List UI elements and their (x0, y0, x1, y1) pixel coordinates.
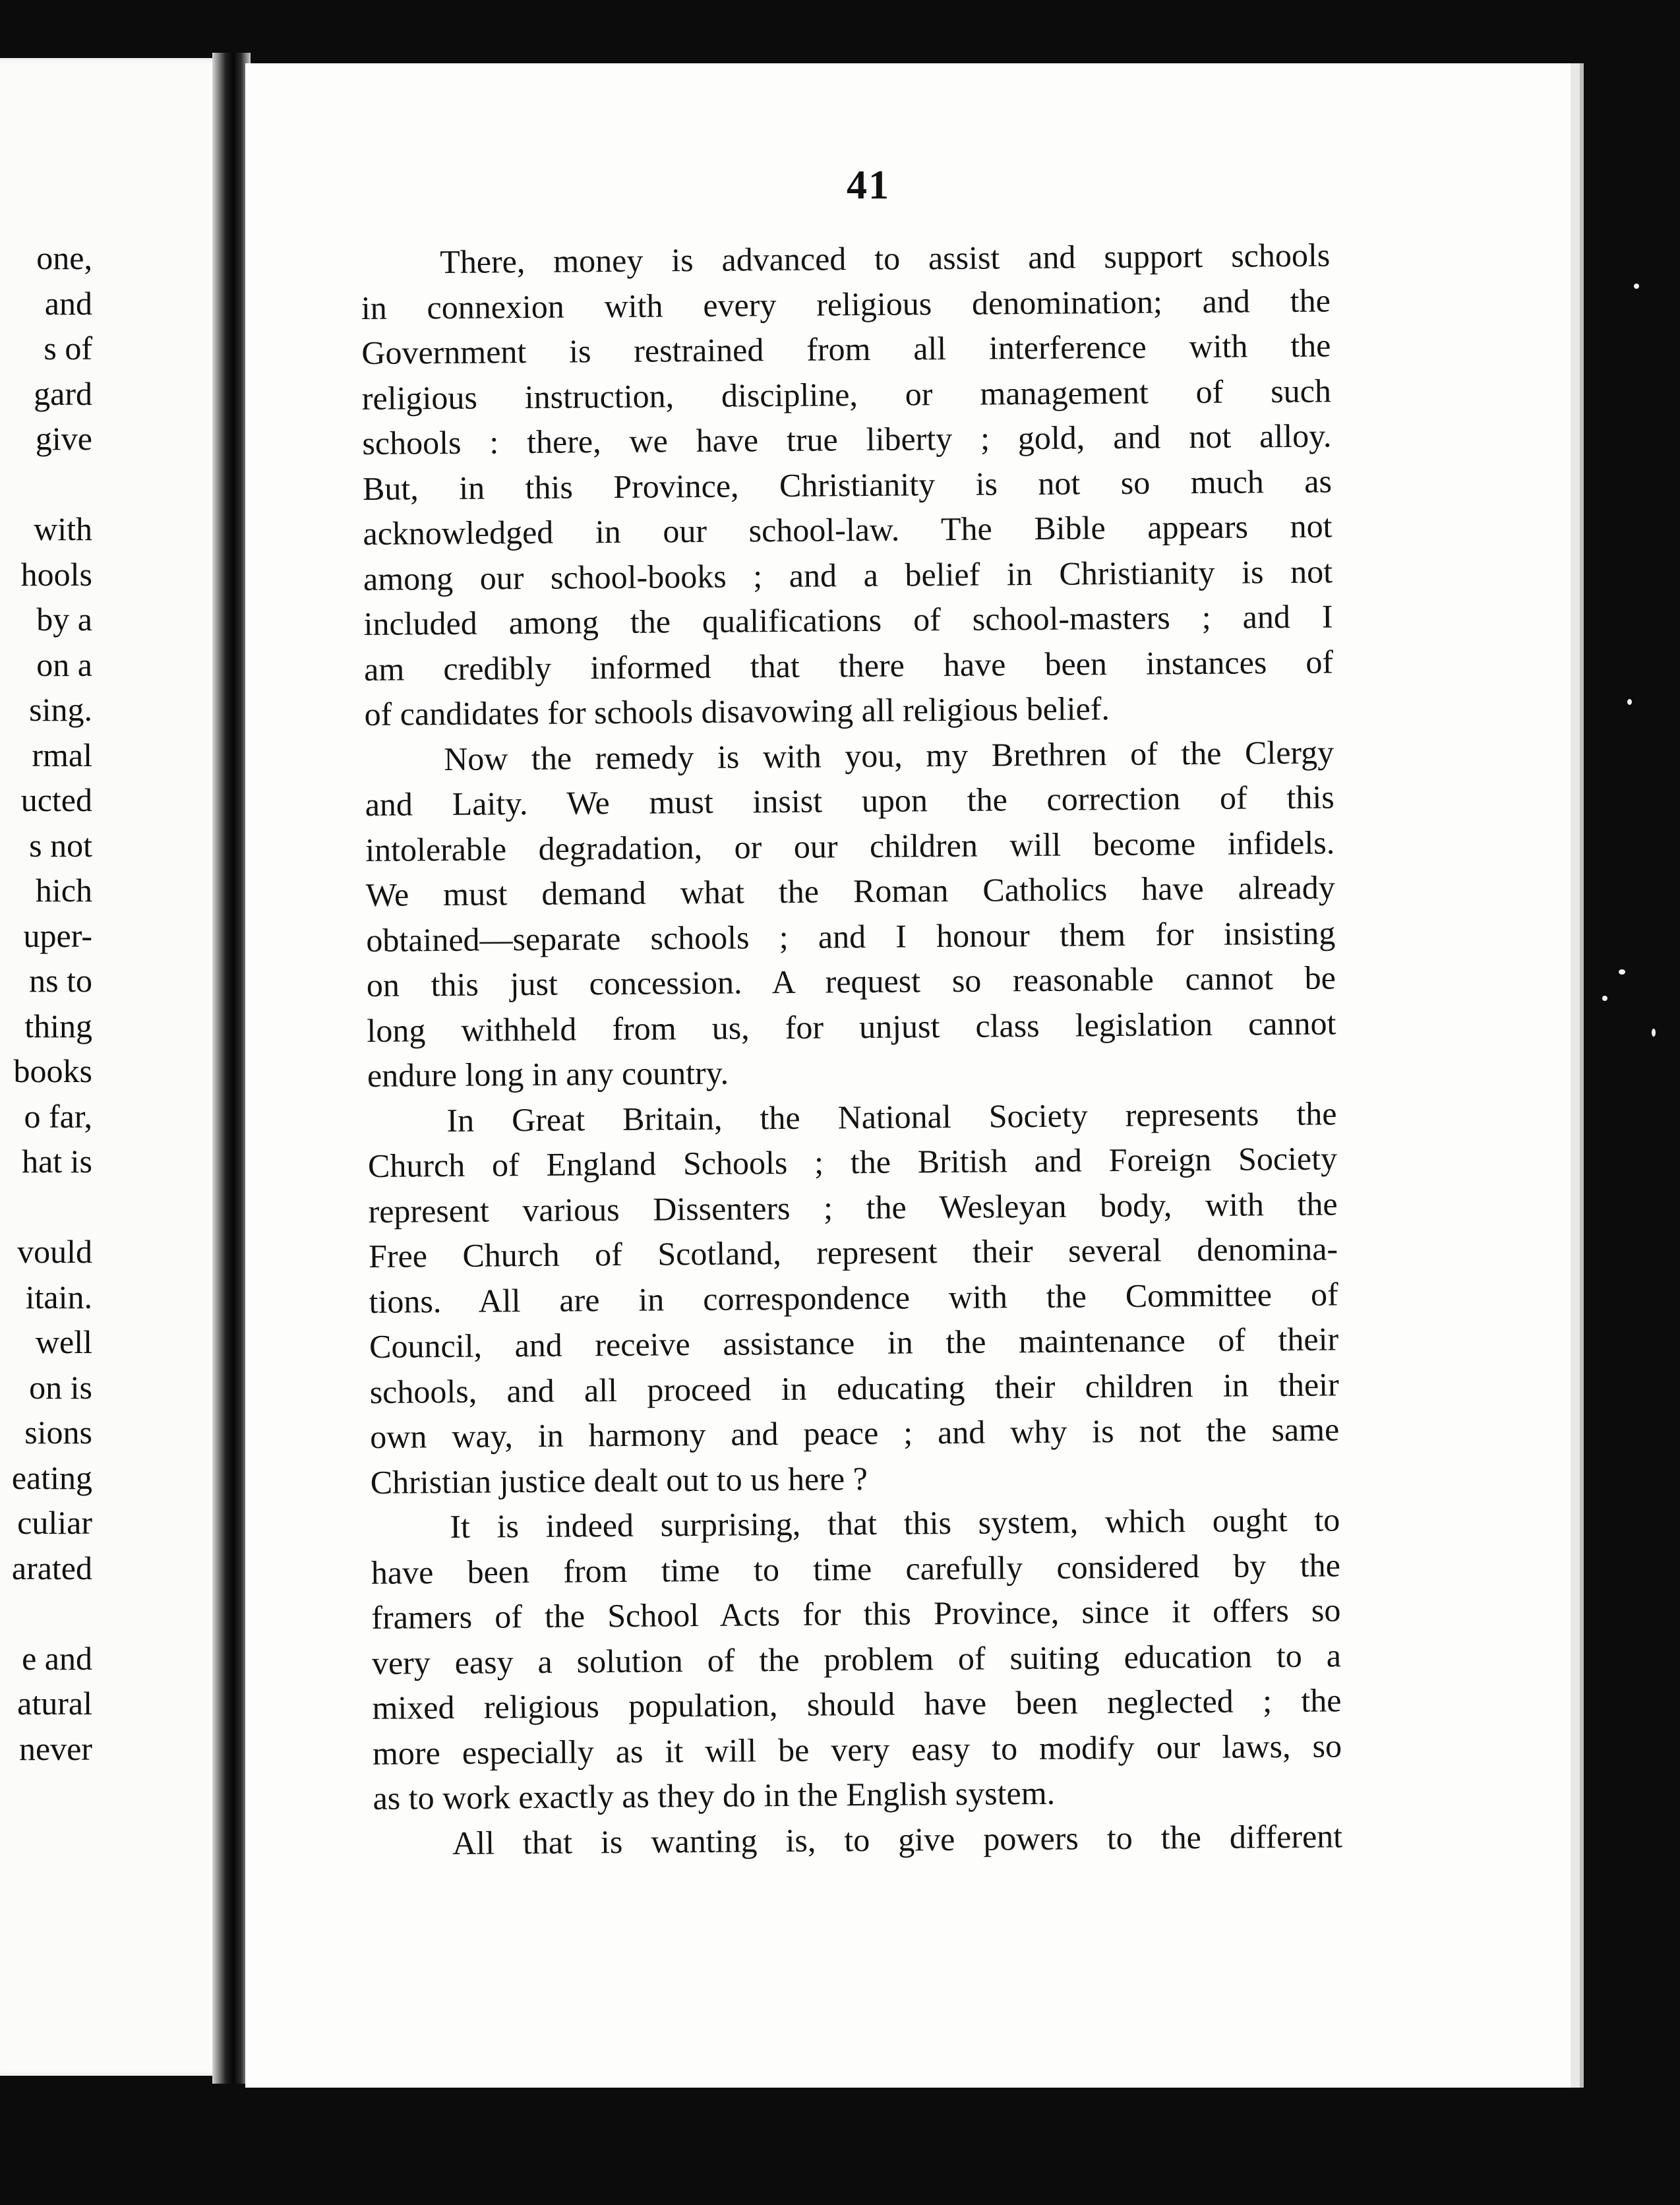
text-line: own way, in harmony and peace ; and why is not the same (370, 1410, 1340, 1455)
text-line: more especially as it will be very easy to modify our laws, so (372, 1726, 1342, 1772)
text-line: framers of the School Acts for this Province, since it offers so (371, 1591, 1341, 1636)
paragraph (365, 729, 1336, 1099)
text-line: included among the qualifications of school-masters ; and I (363, 597, 1333, 642)
text-line: There, money is advanced to assist and support schools (440, 236, 1331, 281)
text-line: We must demand what the Roman Catholics have already (365, 868, 1335, 913)
left-page-line-fragment: vould (17, 1233, 92, 1270)
page-number: 41 (847, 163, 890, 208)
text-line: religious instruction, discipline, or management of such (361, 371, 1332, 417)
dust-speck (1652, 1029, 1656, 1037)
left-page-line-fragment: by a (36, 601, 92, 638)
left-page-line-fragment: give (35, 420, 92, 457)
paragraph (371, 1497, 1342, 1821)
right-page (245, 63, 1580, 2088)
text-line: It is indeed surprising, that this system, which ought to (450, 1501, 1340, 1545)
dust-speck (1627, 699, 1632, 705)
left-page-line-fragment: ucted (20, 781, 92, 818)
text-line: Government is restrained from all interference with the (361, 326, 1331, 371)
left-page-line-fragment: hich (35, 872, 92, 909)
left-page-line-fragment: ns to (29, 962, 92, 999)
text-line: on this just concession. A request so reasonable cannot be (366, 959, 1336, 1004)
left-page-line-fragment: and (44, 284, 92, 322)
text-line: of candidates for schools disavowing all religious belief. (364, 690, 1110, 733)
left-page-line-fragment: uper- (23, 917, 92, 954)
left-page-line-fragment: o far, (24, 1097, 92, 1135)
text-line: schools, and all proceed in educating their children in their (369, 1365, 1339, 1410)
paragraph (373, 1813, 1342, 1866)
text-line: Now the remedy is with you, my Brethren of the Clergy (443, 733, 1335, 777)
text-line: mixed religious population, should have been neglected ; the (372, 1681, 1342, 1726)
left-page-line-fragment: sing. (29, 691, 92, 728)
left-page-line-fragment: books (13, 1052, 92, 1089)
left-page-line-fragment: hat is (22, 1143, 92, 1180)
dust-speck (1634, 284, 1639, 289)
text-line: Council, and receive assistance in the maintenance of their (369, 1320, 1339, 1365)
left-page-line-fragment: itain. (25, 1278, 92, 1315)
left-page-line-fragment: thing (24, 1007, 92, 1044)
left-page-line-fragment: never (18, 1730, 92, 1767)
paragraph (361, 232, 1334, 737)
text-line: acknowledged in our school-law. The Bible appears not (363, 507, 1333, 552)
page-body-text (361, 232, 1342, 1865)
left-page-line-fragment: arated (11, 1549, 92, 1586)
text-line: endure long in any country. (367, 1054, 729, 1094)
left-page-line-fragment: e and (22, 1639, 92, 1677)
text-line: long withheld from us, for unjust class legislation cannot (367, 1004, 1336, 1049)
left-page-line-fragment: atural (17, 1685, 92, 1722)
text-line: Church of England Schools ; the British and Foreign Society (367, 1139, 1338, 1184)
text-line: All that is wanting is, to give powers to the different (452, 1817, 1343, 1861)
dust-speck (1619, 969, 1625, 975)
text-line: have been from time to time carefully considered by the (371, 1546, 1341, 1591)
paragraph (367, 1091, 1340, 1505)
left-page-line-fragment: culiar (17, 1504, 92, 1541)
left-facing-page (0, 58, 234, 2076)
text-line: Christian justice dealt out to us here ? (370, 1459, 868, 1501)
text-line: In Great Britain, the National Society represents the (446, 1094, 1337, 1139)
left-page-line-fragment: on is (29, 1368, 92, 1406)
text-line: among our school-books ; and a belief in Christianity is not (363, 552, 1333, 597)
text-line: am credibly informed that there have been instances of (363, 642, 1334, 688)
text-line: as to work exactly as they do in the English system. (373, 1774, 1056, 1817)
text-line: and Laity. We must insist upon the correction of this (365, 778, 1335, 823)
text-line: very easy a solution of the problem of suiting education to a (371, 1636, 1342, 1681)
text-line: Free Church of Scotland, represent their several denomina- (368, 1230, 1338, 1275)
text-line: But, in this Province, Christianity is not so much as (362, 462, 1333, 507)
text-line: tions. All are in correspondence with the Committee of (369, 1275, 1338, 1320)
left-page-line-fragment: one, (36, 239, 92, 276)
text-line: obtained—separate schools ; and I honour them for insisting (366, 913, 1336, 959)
left-page-line-fragment: sions (24, 1414, 92, 1451)
text-line: represent various Dissenters ; the Wesleyan body, with the (368, 1184, 1338, 1230)
left-page-line-fragment: s of (44, 330, 92, 367)
left-page-line-fragment: with (34, 510, 92, 547)
left-page-line-fragment: gard (34, 375, 92, 412)
left-page-line-fragment: eating (11, 1459, 92, 1496)
left-page-line-fragment: s not (29, 826, 92, 864)
left-page-line-fragment: well (35, 1323, 92, 1360)
left-page-line-fragment: on a (36, 646, 92, 683)
left-page-line-fragment: hools (20, 555, 92, 593)
text-line: in connexion with every religious denomination; and the (361, 281, 1331, 326)
text-line: schools : there, we have true liberty ; gold, and not alloy. (362, 417, 1332, 462)
dust-speck (1602, 996, 1607, 1001)
left-page-line-fragment: rmal (32, 736, 92, 773)
text-line: intolerable degradation, or our children will become infidels. (365, 823, 1335, 868)
